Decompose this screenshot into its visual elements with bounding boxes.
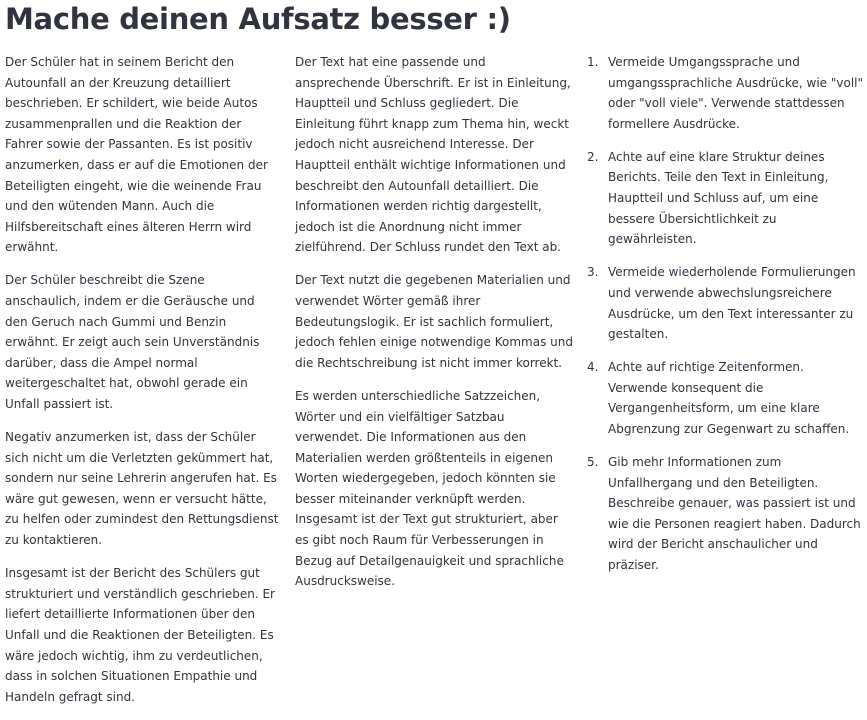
- paragraph: Insgesamt ist der Bericht des Schülers gut strukturiert und verständlich geschrieben. Er liefert detaillierte Informationen über den Unfall und die Reaktionen der Beteiligten. Es wäre jedoch wichtig, ihm zu verdeutlichen, dass in solchen Situationen Empathie und Handeln gefragt sind.: [5, 566, 275, 704]
- feedback-column-content: [5, 52, 281, 720]
- list-item: [587, 452, 865, 576]
- list-number: 3.: [587, 265, 599, 280]
- list-item: [587, 262, 865, 344]
- tips-list: [587, 52, 865, 576]
- list-item-text: Vermeide wiederholende Formulierungen und verwende abwechslungsreichere Ausdrücke, um den Text interessanter zu gestalten.: [608, 265, 856, 342]
- list-number: 4.: [587, 360, 599, 375]
- paragraph: Es werden unterschiedliche Satzzeichen, Wörter und ein vielfältiger Satzbau verwendet. Die Informationen aus den Materialien werden größtenteils in eigenen Worten wiedergegeben, jedoch könnten sie besser miteinander verknüpft werden. Insgesamt ist der Text gut strukturiert, aber es gibt noch Raum für Verbesserungen in Bezug auf Detailgenauigkeit und sprachliche Ausdrucksweise.: [295, 388, 564, 589]
- tips-column: [587, 52, 865, 588]
- feedback-column-structure: [295, 52, 573, 604]
- page-title: Mache deinen Aufsatz besser :): [5, 2, 511, 36]
- paragraph: Der Schüler beschreibt die Szene anschaulich, indem er die Geräusche und den Geruch nach Gummi und Benzin erwähnt. Er zeigt auch sein Unverständnis darüber, dass die Ampel normal weitergeschaltet hat, obwohl gerade ein Unfall passiert ist.: [5, 273, 260, 411]
- paragraph: Der Text nutzt die gegebenen Materialien und verwendet Wörter gemäß ihrer Bedeutungslogik. Er ist sachlich formuliert, jedoch fehlen einige notwendige Kommas und die Rechtschreibung ist nicht immer korrekt.: [295, 273, 573, 370]
- list-item-text: Vermeide Umgangssprache und umgangssprachliche Ausdrücke, wie "voll" oder "voll viele". Verwende stattdessen formellere Ausdrücke.: [608, 55, 864, 131]
- paragraph: Der Text hat eine passende und ansprechende Überschrift. Er ist in Einleitung, Hauptteil und Schluss gegliedert. Die Einleitung führt knapp zum Thema hin, weckt jedoch nicht ausreichend Interesse. Der Hauptteil enthält wichtige Informationen und beschreibt den Autounfall detailliert. Die Informationen werden richtig dargestellt, jedoch ist die Anordnung nicht immer zielführend. Der Schluss rundet den Text ab.: [295, 55, 571, 255]
- list-item-text: Achte auf richtige Zeitenformen. Verwende konsequent die Vergangenheitsform, um eine klare Abgrenzung zur Gegenwart zu schaffen.: [608, 360, 850, 436]
- list-item: [587, 147, 865, 250]
- paragraph: Der Schüler hat in seinem Bericht den Autounfall an der Kreuzung detailliert beschrieben. Er schildert, wie beide Autos zusammenprallen und die Reaktion der Fahrer sowie der Passanten. Es ist positiv anzumerken, dass er auf die Emotionen der Beteiligten eingeht, wie die weinende Frau und den wütenden Mann. Auch die Hilfsbereitschaft eines älteren Herrn wird erwähnt.: [5, 55, 268, 255]
- list-item: [587, 357, 865, 439]
- list-number: 2.: [587, 149, 599, 164]
- list-item: [587, 52, 865, 134]
- list-item-text: Achte auf eine klare Struktur deines Berichts. Teile den Text in Einleitung, Hauptteil und Schluss auf, um eine bessere Übersichtlichkeit zu gewährleisten.: [608, 149, 829, 247]
- list-item-text: Gib mehr Informationen zum Unfallhergang und den Beteiligten. Beschreibe genauer, was passiert ist und wie die Personen reagiert haben. Dadurch wird der Bericht anschaulicher und präziser.: [608, 455, 861, 573]
- list-number: 1.: [587, 55, 599, 69]
- list-number: 5.: [587, 455, 599, 470]
- paragraph: Negativ anzumerken ist, dass der Schüler sich nicht um die Verletzten gekümmert hat, sondern nur seine Lehrerin angerufen hat. Es wäre gut gewesen, wenn er versucht hätte, zu helfen oder zumindest den Rettungsdienst zu kontaktieren.: [5, 430, 279, 548]
